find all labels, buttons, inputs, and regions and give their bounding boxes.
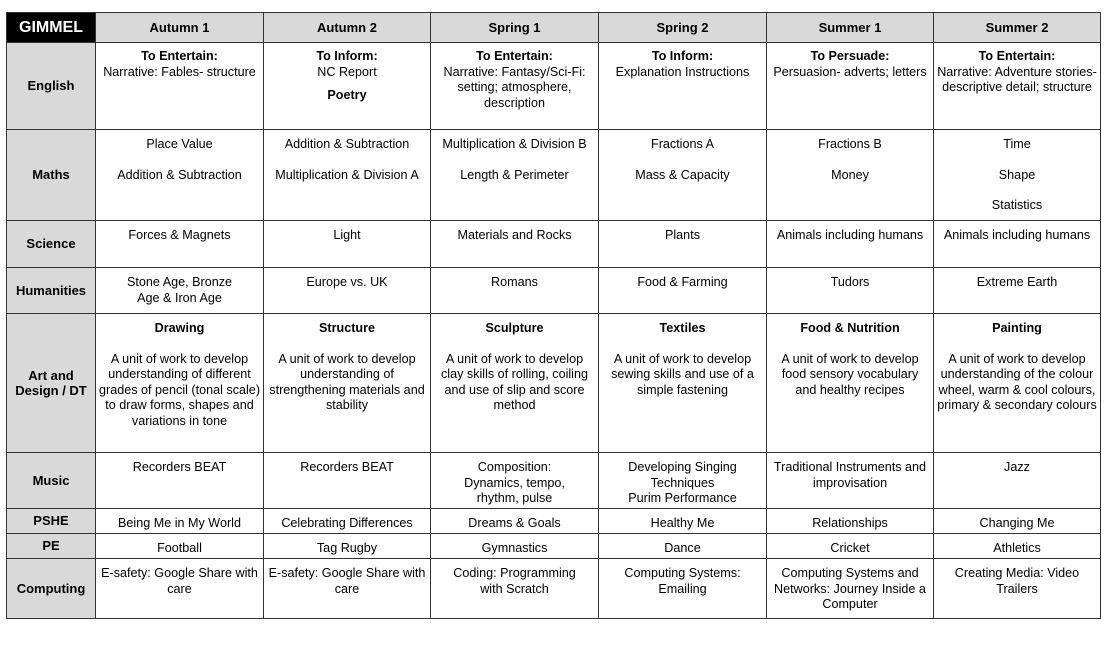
subject-row-english	[7, 43, 1101, 130]
english-cell	[96, 43, 264, 130]
subject-row-computing	[7, 559, 1101, 619]
subject-row-maths	[7, 130, 1101, 221]
music-unit: Composition: Dynamics, tempo, rhythm, pulse	[464, 460, 565, 505]
music-unit: Jazz	[1004, 460, 1030, 474]
science-cell: Animals including humans	[767, 221, 934, 268]
pe-cell: Athletics	[934, 534, 1101, 559]
humanities-cell: Food & Farming	[599, 268, 767, 314]
computing-cell: Creating Media: Video Trailers	[934, 559, 1101, 619]
art-description: A unit of work to develop understanding of strengthening materials and stability	[269, 351, 425, 412]
english-heading: To Persuade:	[810, 49, 890, 63]
maths-unit: Time	[1003, 137, 1031, 151]
maths-unit: Fractions A	[651, 137, 714, 151]
english-extra: Poetry	[327, 88, 367, 102]
maths-unit: Addition & Subtraction	[117, 167, 242, 182]
maths-cell	[431, 130, 599, 221]
pshe-cell: Changing Me	[934, 509, 1101, 534]
pshe-cell: Celebrating Differences	[264, 509, 431, 534]
music-cell	[934, 453, 1101, 509]
maths-cell	[96, 130, 264, 221]
computing-cell: E-safety: Google Share with care	[96, 559, 264, 619]
pe-cell: Football	[96, 534, 264, 559]
subject-row-science	[7, 221, 1101, 268]
art-description: A unit of work to develop understanding of different grades of pencil (tonal scale) to draw forms, shapes and variations in tone	[99, 351, 261, 428]
music-cell	[264, 453, 431, 509]
music-unit: Purim Performance	[628, 491, 737, 505]
english-text: Narrative: Fables- structure	[103, 64, 256, 79]
subject-label-maths: Maths	[7, 130, 96, 221]
humanities-cell: Europe vs. UK	[264, 268, 431, 314]
art-heading: Sculpture	[485, 321, 544, 335]
humanities-cell: Tudors	[767, 268, 934, 314]
header-row	[7, 13, 1101, 43]
english-cell	[431, 43, 599, 130]
pe-cell: Cricket	[767, 534, 934, 559]
science-cell: Forces & Magnets	[96, 221, 264, 268]
term-header-spring-2: Spring 2	[599, 13, 767, 43]
maths-cell	[264, 130, 431, 221]
science-cell: Animals including humans	[934, 221, 1101, 268]
art-heading: Painting	[992, 321, 1042, 335]
art-cell	[431, 314, 599, 453]
computing-cell: Coding: Programming with Scratch	[431, 559, 599, 619]
art-cell	[96, 314, 264, 453]
subject-label-computing: Computing	[7, 559, 96, 619]
pe-cell: Dance	[599, 534, 767, 559]
subject-label-humanities: Humanities	[7, 268, 96, 314]
music-cell	[599, 453, 767, 509]
art-heading: Food & Nutrition	[800, 321, 900, 335]
term-header-autumn-1: Autumn 1	[96, 13, 264, 43]
english-text: Narrative: Fantasy/Sci-Fi: setting; atmosphere, description	[443, 64, 586, 110]
maths-unit: Place Value	[146, 137, 213, 151]
music-cell	[96, 453, 264, 509]
maths-unit: Length & Perimeter	[460, 167, 569, 182]
subject-label-music: Music	[7, 453, 96, 509]
subject-row-humanities	[7, 268, 1101, 314]
term-header-spring-1: Spring 1	[431, 13, 599, 43]
english-cell	[264, 43, 431, 130]
maths-unit: Statistics	[991, 198, 1043, 212]
computing-cell: Computing Systems: Emailing	[599, 559, 767, 619]
pshe-cell: Dreams & Goals	[431, 509, 599, 534]
maths-unit: Multiplication & Division B	[442, 137, 587, 151]
english-text: NC Report	[317, 64, 377, 79]
maths-cell	[767, 130, 934, 221]
maths-unit: Mass & Capacity	[635, 167, 730, 182]
art-description: A unit of work to develop food sensory vocabulary and healthy recipes	[781, 351, 919, 397]
term-header-summer-1: Summer 1	[767, 13, 934, 43]
english-text: Narrative: Adventure stories- descriptive detail; structure	[937, 64, 1097, 94]
music-unit: Developing Singing Techniques	[628, 460, 737, 490]
term-header-autumn-2: Autumn 2	[264, 13, 431, 43]
subject-row-pshe	[7, 509, 1101, 534]
art-heading: Textiles	[659, 321, 706, 335]
english-heading: To Entertain:	[978, 49, 1056, 63]
music-cell	[431, 453, 599, 509]
maths-unit: Shape	[998, 167, 1036, 182]
pshe-cell: Relationships	[767, 509, 934, 534]
maths-cell	[934, 130, 1101, 221]
english-cell	[767, 43, 934, 130]
subject-label-science: Science	[7, 221, 96, 268]
english-heading: To Entertain:	[476, 49, 553, 63]
humanities-cell: Stone Age, Bronze Age & Iron Age	[96, 268, 264, 314]
art-heading: Structure	[319, 321, 375, 335]
class-name-cell: GIMMEL	[7, 13, 96, 43]
art-cell	[264, 314, 431, 453]
science-cell: Light	[264, 221, 431, 268]
pshe-cell: Being Me in My World	[96, 509, 264, 534]
pe-cell: Gymnastics	[431, 534, 599, 559]
subject-row-art-design	[7, 314, 1101, 453]
subject-label-pe: PE	[7, 534, 96, 559]
subject-label-art-design: Art and Design / DT	[7, 314, 96, 453]
term-header-summer-2: Summer 2	[934, 13, 1101, 43]
art-description: A unit of work to develop clay skills of rolling, coiling and use of slip and score method	[441, 351, 588, 412]
art-cell	[767, 314, 934, 453]
art-cell	[934, 314, 1101, 453]
art-description: A unit of work to develop understanding of the colour wheel, warm & cool colours, primary & secondary colours	[937, 351, 1097, 412]
music-unit: Recorders BEAT	[300, 460, 394, 474]
maths-unit: Fractions B	[818, 137, 882, 151]
pe-cell: Tag Rugby	[264, 534, 431, 559]
subject-label-pshe: PSHE	[7, 509, 96, 534]
maths-cell	[599, 130, 767, 221]
english-heading: To Entertain:	[141, 49, 218, 63]
english-heading: To Inform:	[316, 49, 378, 63]
science-cell: Plants	[599, 221, 767, 268]
maths-unit: Multiplication & Division A	[275, 167, 419, 182]
curriculum-table	[6, 12, 1101, 619]
music-unit: Traditional Instruments and improvisation	[773, 460, 927, 490]
english-cell	[934, 43, 1101, 130]
subject-label-english: English	[7, 43, 96, 130]
subject-row-music	[7, 453, 1101, 509]
maths-unit: Money	[831, 167, 869, 182]
subject-row-pe	[7, 534, 1101, 559]
english-heading: To Inform:	[651, 49, 714, 63]
computing-cell: E-safety: Google Share with care	[264, 559, 431, 619]
music-cell	[767, 453, 934, 509]
humanities-cell: Extreme Earth	[934, 268, 1101, 314]
pshe-cell: Healthy Me	[599, 509, 767, 534]
music-unit: Recorders BEAT	[132, 460, 227, 474]
art-description: A unit of work to develop sewing skills and use of a simple fastening	[611, 351, 754, 397]
science-cell: Materials and Rocks	[431, 221, 599, 268]
art-cell	[599, 314, 767, 453]
english-cell	[599, 43, 767, 130]
english-text: Explanation Instructions	[615, 64, 750, 79]
english-text: Persuasion- adverts; letters	[773, 64, 927, 79]
humanities-cell: Romans	[431, 268, 599, 314]
maths-unit: Addition & Subtraction	[284, 137, 410, 151]
computing-cell: Computing Systems and Networks: Journey Inside a Computer	[767, 559, 934, 619]
art-heading: Drawing	[154, 321, 205, 335]
